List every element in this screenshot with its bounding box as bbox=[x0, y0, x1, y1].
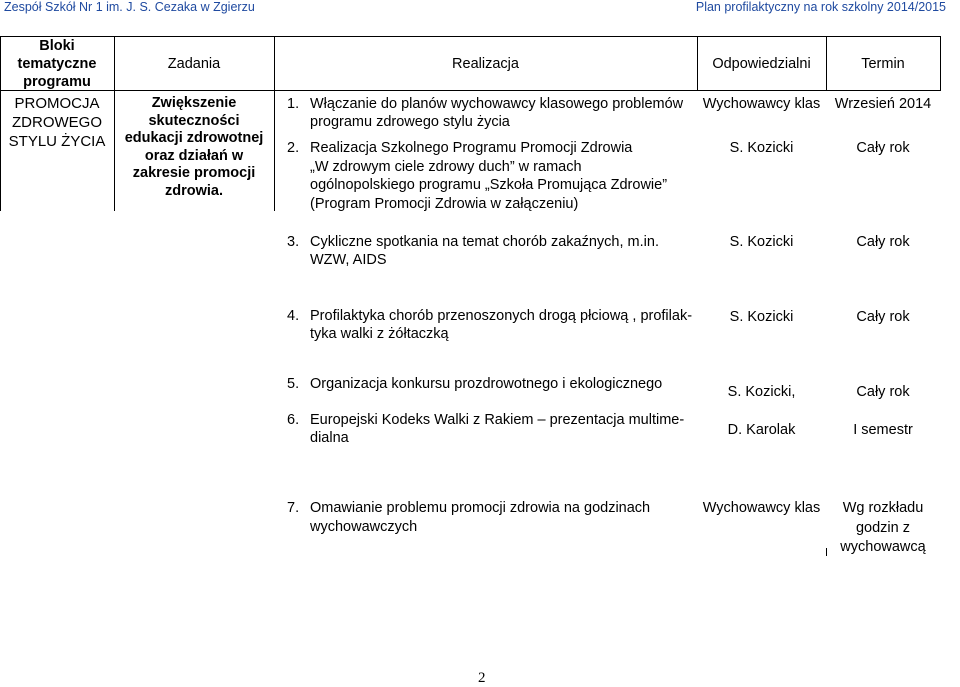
table-right-border bbox=[940, 36, 941, 90]
header-zadania: Zadania bbox=[167, 56, 221, 72]
item-responsible: S. Kozicki bbox=[729, 140, 794, 156]
item-responsible: Wychowawcy klas bbox=[702, 96, 821, 112]
item-responsible: Wychowawcy klas bbox=[702, 500, 821, 516]
header-bloki: Bloki tematyczne programu bbox=[17, 38, 97, 90]
item-term: I semestr bbox=[853, 422, 913, 438]
header-termin: Termin bbox=[861, 56, 905, 72]
item-term: Wg rozkładu godzin z wychowawcą bbox=[840, 500, 926, 555]
item-term: Wrzesień 2014 bbox=[834, 96, 932, 112]
table-top-border bbox=[0, 36, 941, 37]
item-term: Cały rok bbox=[856, 140, 910, 156]
item-text: Organizacja konkursu prozdrowotnego i ekologicznego bbox=[310, 376, 663, 392]
table-header-bottom-border bbox=[0, 90, 941, 91]
item-term: Cały rok bbox=[856, 309, 910, 325]
header-school-name: Zespół Szkół Nr 1 im. J. S. Cezaka w Zgierzu bbox=[4, 0, 255, 14]
item-number: 5. bbox=[287, 376, 300, 392]
item-responsible: S. Kozicki, bbox=[727, 384, 796, 400]
item-term: Cały rok bbox=[856, 234, 910, 250]
item-number: 2. bbox=[287, 140, 300, 156]
item-text: Realizacja Szkolnego Programu Promocji Zdrowia „W zdrowym ciele zdrowy duch” w ramach ogólnopolskiego programu „Szkoła Promująca Zdrowie” (Program Promocji Zdrowia w załączeniu) bbox=[310, 140, 668, 212]
item-term: Cały rok bbox=[856, 384, 910, 400]
item-text: Włączanie do planów wychowawcy klasowego problemów programu zdrowego stylu życia bbox=[310, 96, 684, 130]
item-responsible: D. Karolak bbox=[727, 422, 796, 438]
item-text: Profilaktyka chorób przenoszonych drogą płciową , profilak- tyka walki z żółtaczką bbox=[310, 308, 693, 342]
header-odpowiedzialni: Odpowiedzialni bbox=[712, 56, 811, 72]
item-text: Cykliczne spotkania na temat chorób zakaźnych, m.in. WZW, AIDS bbox=[310, 234, 659, 268]
item-number: 1. bbox=[287, 96, 300, 112]
header-plan-title: Plan profilaktyczny na rok szkolny 2014/2015 bbox=[695, 0, 946, 14]
page-number: 2 bbox=[478, 670, 486, 686]
item-number: 7. bbox=[287, 500, 300, 516]
task-description: Zwiększenie skuteczności edukacji zdrowotnej oraz działań w zakresie promocji zdrowia. bbox=[124, 95, 264, 199]
header-realizacja: Realizacja bbox=[452, 56, 519, 72]
item-text: Europejski Kodeks Walki z Rakiem – prezentacja multime- dialna bbox=[310, 412, 685, 446]
item-number: 6. bbox=[287, 412, 300, 428]
block-title: PROMOCJA ZDROWEGO STYLU ŻYCIA bbox=[8, 95, 106, 150]
item-number: 4. bbox=[287, 308, 300, 324]
item-responsible: S. Kozicki bbox=[729, 234, 794, 250]
item-responsible: S. Kozicki bbox=[729, 309, 794, 325]
item-number: 3. bbox=[287, 234, 300, 250]
item-text: Omawianie problemu promocji zdrowia na godzinach wychowawczych bbox=[310, 500, 651, 535]
